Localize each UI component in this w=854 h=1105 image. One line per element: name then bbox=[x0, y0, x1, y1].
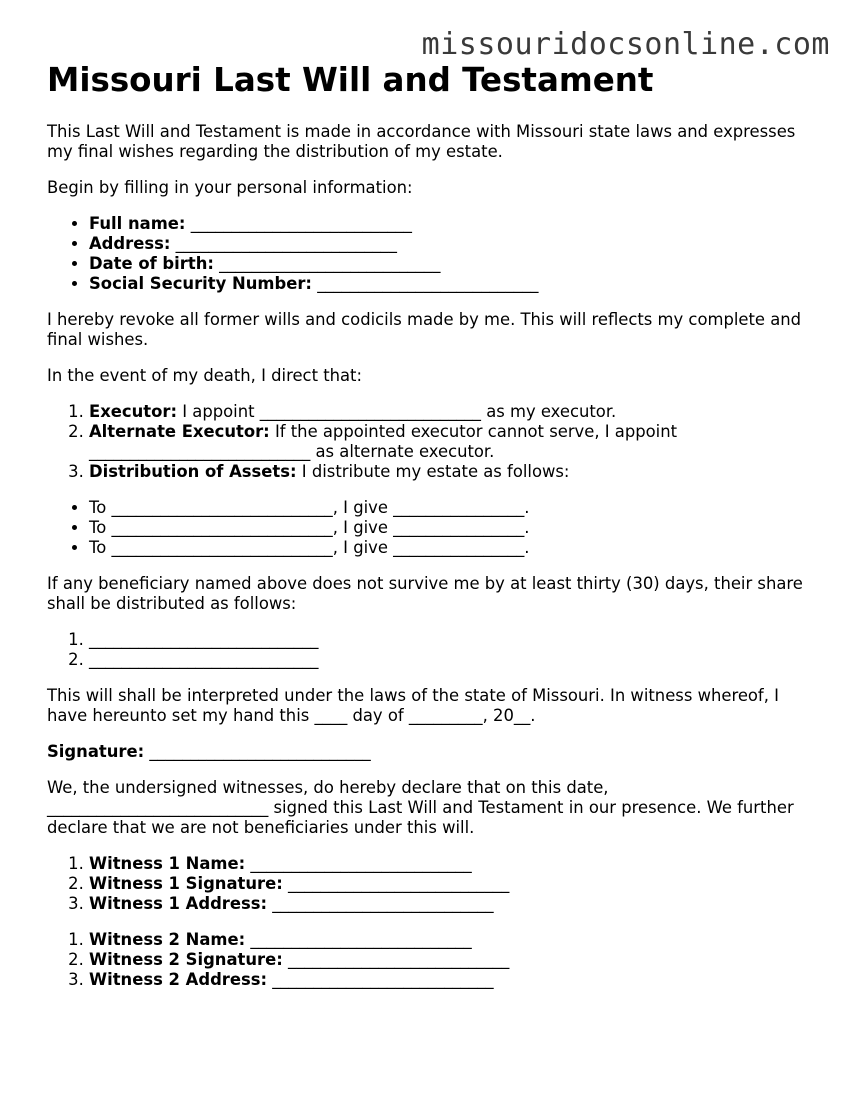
witness-1-list bbox=[47, 854, 817, 914]
alternate-beneficiaries-list bbox=[47, 630, 817, 670]
personal-info-list bbox=[47, 214, 817, 294]
witness-1-name bbox=[89, 854, 817, 874]
distribution-item: • To ___________________________, I give ________________. bbox=[89, 518, 817, 538]
personal-field-dob bbox=[89, 254, 817, 274]
directive-label: Alternate Executor: bbox=[89, 422, 270, 441]
document-title: Missouri Last Will and Testament bbox=[47, 61, 654, 99]
directive-alternate-executor bbox=[89, 422, 817, 462]
witness-2-signature bbox=[89, 950, 817, 970]
directive-label: Distribution of Assets: bbox=[89, 462, 297, 481]
survival-clause: If any beneficiary named above does not survive me by at least thirty (30) days, their share shall be distributed as follows: bbox=[47, 574, 803, 613]
blank-line: ___________________________ bbox=[267, 970, 494, 989]
blank-line: ___________________________ bbox=[267, 894, 494, 913]
signature-line bbox=[47, 742, 817, 762]
directive-text: I distribute my estate as follows: bbox=[296, 462, 570, 481]
directive-label: Executor: bbox=[89, 402, 178, 421]
field-label: Witness 1 Name: bbox=[89, 854, 246, 873]
blank-line: ___________________________ bbox=[175, 234, 397, 253]
witness-declaration: We, the undersigned witnesses, do hereby declare that on this date, ___________________________ signed this Last Will and Testament in our presence. We further declare that we are not beneficiaries under this will. bbox=[47, 778, 794, 837]
personal-info-prompt: Begin by filling in your personal information: bbox=[47, 178, 413, 197]
directive-text: I appoint ___________________________ as my executor. bbox=[177, 402, 617, 421]
personal-field-full-name bbox=[89, 214, 817, 234]
distribution-item: • To ___________________________, I give ________________. bbox=[89, 538, 817, 558]
directive-text: If the appointed executor cannot serve, I appoint ___________________________ as alternate executor. bbox=[89, 422, 678, 461]
directive-executor bbox=[89, 402, 817, 422]
intro-paragraph: This Last Will and Testament is made in accordance with Missouri state laws and expresses my final wishes regarding the distribution of my estate. bbox=[47, 122, 796, 161]
witness-1-signature bbox=[89, 874, 817, 894]
personal-field-ssn bbox=[89, 274, 817, 294]
witness-2-list bbox=[47, 930, 817, 990]
directives-list bbox=[47, 402, 817, 482]
field-label: Date of birth: bbox=[89, 254, 214, 273]
witness-2-address bbox=[89, 970, 817, 990]
witness-2-name bbox=[89, 930, 817, 950]
distribution-item: • To ___________________________, I give ________________. bbox=[89, 498, 817, 518]
alternate-beneficiary: 2. ____________________________ bbox=[89, 650, 817, 670]
blank-line: ___________________________ bbox=[190, 214, 412, 233]
signature-label: Signature: bbox=[47, 742, 145, 761]
blank-line: ___________________________ bbox=[245, 930, 472, 949]
field-label: Social Security Number: bbox=[89, 274, 312, 293]
blank-line: ___________________________ bbox=[144, 742, 371, 761]
field-label: Witness 2 Signature: bbox=[89, 950, 283, 969]
document-body bbox=[47, 58, 817, 990]
blank-line: ___________________________ bbox=[317, 274, 539, 293]
distribution-list bbox=[47, 498, 817, 558]
death-directive-prompt: In the event of my death, I direct that: bbox=[47, 366, 363, 385]
personal-field-address bbox=[89, 234, 817, 254]
field-label: Address: bbox=[89, 234, 171, 253]
field-label: Witness 1 Address: bbox=[89, 894, 268, 913]
blank-line: ___________________________ bbox=[282, 874, 510, 893]
revocation-paragraph: I hereby revoke all former wills and codicils made by me. This will reflects my complete and final wishes. bbox=[47, 310, 802, 349]
blank-line: ___________________________ bbox=[282, 950, 510, 969]
site-watermark: missouridocsonline.com bbox=[421, 27, 830, 62]
witness-1-address bbox=[89, 894, 817, 914]
directive-distribution bbox=[89, 462, 817, 482]
governing-law-paragraph: This will shall be interpreted under the laws of the state of Missouri. In witness whereof, I have hereunto set my hand this ____ day of _________, 20__. bbox=[47, 686, 779, 725]
field-label: Witness 2 Name: bbox=[89, 930, 246, 949]
field-label: Witness 2 Address: bbox=[89, 970, 268, 989]
blank-line: ___________________________ bbox=[245, 854, 472, 873]
field-label: Full name: bbox=[89, 214, 186, 233]
alternate-beneficiary: 1. ____________________________ bbox=[89, 630, 817, 650]
field-label: Witness 1 Signature: bbox=[89, 874, 283, 893]
blank-line: ___________________________ bbox=[219, 254, 441, 273]
